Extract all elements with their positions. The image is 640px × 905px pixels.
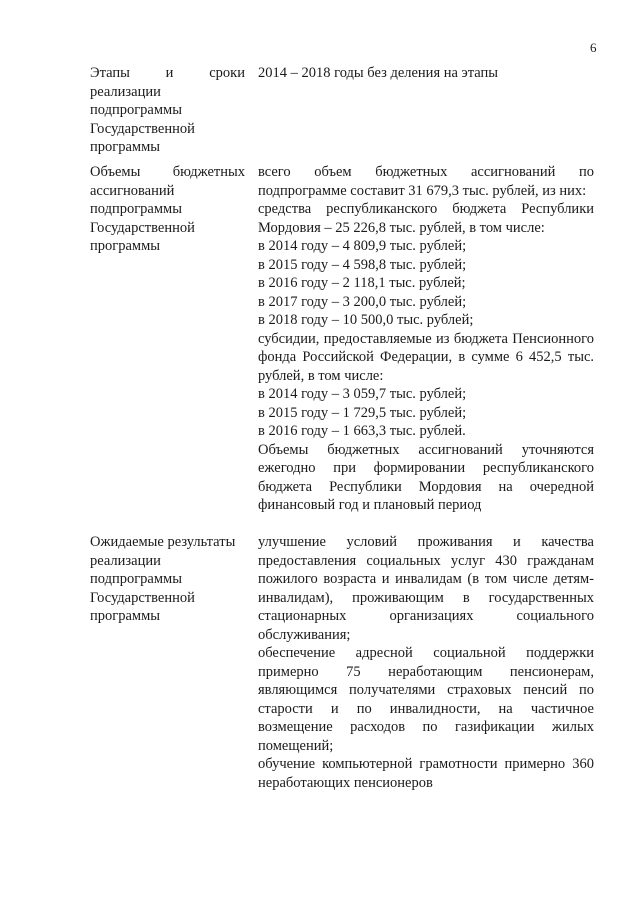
row-value [258, 163, 594, 515]
value-paragraph: в 2017 году – 3 200,0 тыс. рублей; [258, 293, 467, 310]
label-line: Ожидаемые результаты [90, 534, 236, 550]
label-line: подпрограммы [90, 102, 182, 118]
label-line: подпрограммы [90, 201, 182, 217]
value-paragraph: Объемы бюджетных ассигнований уточняются ежегодно при формировании республиканского бюджета Республики Мордовия на очередной финансовый год и плановый период [258, 441, 594, 513]
value-paragraph: в 2016 году – 1 663,3 тыс. рублей. [258, 423, 466, 439]
label-line: программы [90, 608, 160, 624]
label-line: Этапы и сроки [90, 65, 245, 81]
value-paragraph: в 2015 году – 1 729,5 тыс. рублей; [258, 404, 467, 421]
value-paragraph: всего объем бюджетных ассигнований по подпрограмме составит 31 679,3 тыс. рублей, из них: [258, 164, 594, 199]
label-line: Объемы бюджетных [90, 164, 245, 180]
value-paragraph: в 2014 году – 4 809,9 тыс. рублей; [258, 238, 467, 254]
label-line: Государственной [90, 589, 195, 606]
value-paragraph: в 2015 году – 4 598,8 тыс. рублей; [258, 256, 467, 273]
label-line: реализации [90, 83, 161, 100]
value-paragraph: субсидии, предоставляемые из бюджета Пенсионного фонда Российской Федерации, в сумме 6 452,5 тыс. рублей, в том числе: [258, 330, 594, 384]
label-line: реализации [90, 552, 161, 569]
value-paragraph: обеспечение адресной социальной поддержки примерно 75 неработающим пенсионерам, являющимся получателями страховых пенсий по старости и по инвалидности, на частичное возмещение расходов по газификации жилых помещений; [258, 645, 594, 754]
value-paragraph: улучшение условий проживания и качества предоставления социальных услуг 430 гражданам пожилого возраста и инвалидам (в том числе детям-инвалидам), проживающим в государственных стационарных организациях социального обслуживания; [258, 534, 594, 643]
row-label [90, 533, 245, 626]
value-paragraph: 2014 – 2018 годы без деления на этапы [258, 65, 499, 81]
row-label [90, 163, 245, 256]
row-value [258, 533, 594, 792]
value-paragraph: в 2014 году – 3 059,7 тыс. рублей; [258, 386, 467, 402]
label-line: программы [90, 238, 160, 254]
label-line: подпрограммы [90, 571, 182, 587]
label-line: программы [90, 139, 160, 155]
value-paragraph: средства республиканского бюджета Республики Мордовия – 25 226,8 тыс. рублей, в том числе: [258, 201, 594, 236]
page-number: 6 [590, 40, 597, 55]
label-line: Государственной [90, 219, 195, 236]
row-value [258, 64, 594, 83]
row-label [90, 64, 245, 157]
value-paragraph: обучение компьютерной грамотности примерно 360 неработающих пенсионеров [258, 756, 594, 791]
label-line: ассигнований [90, 182, 175, 199]
value-paragraph: в 2018 году – 10 500,0 тыс. рублей; [258, 312, 474, 328]
label-line: Государственной [90, 120, 195, 137]
value-paragraph: в 2016 году – 2 118,1 тыс. рублей; [258, 275, 466, 291]
